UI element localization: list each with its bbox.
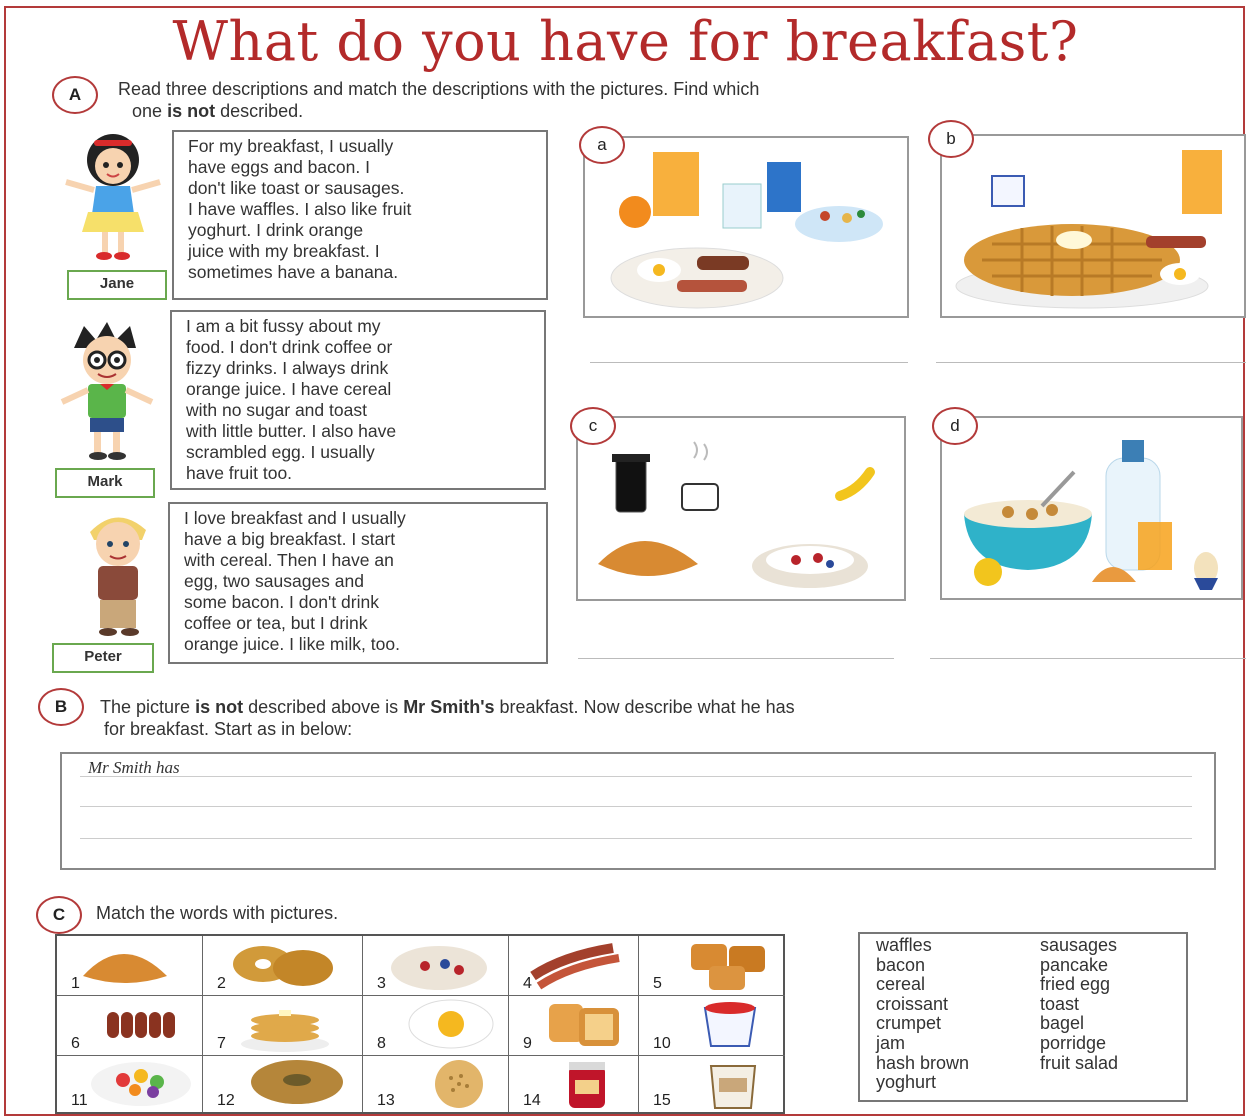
breakfast-picture-d: [940, 416, 1243, 600]
section-b-instruction: [100, 696, 795, 740]
b-bold1: is not: [195, 697, 244, 717]
mark-illustration: [52, 318, 162, 468]
description-mark: [170, 310, 546, 490]
desc-line: with cereal. Then I have an: [184, 550, 394, 570]
word-item: hash brown: [876, 1052, 970, 1073]
picture-number: 2: [217, 975, 226, 992]
desc-line: egg, two sausages and: [184, 571, 364, 591]
word-item: sausages: [1040, 935, 1118, 955]
jane-illustration: [58, 128, 168, 268]
word-item: pancake: [1040, 954, 1109, 975]
b-pre: The picture: [100, 697, 191, 717]
desc-line: with little butter. I also have: [186, 421, 397, 441]
peter-illustration: [62, 504, 172, 644]
desc-line: scrambled egg. I usually: [186, 442, 375, 462]
word-item: bagel: [1040, 1013, 1085, 1034]
answer-line-d: [930, 658, 1246, 659]
answer-line-a: [590, 362, 908, 363]
desc-line: fizzy drinks. I always drink: [186, 358, 389, 378]
desc-line: I am a bit fussy about my: [186, 316, 381, 336]
picture-number: 10: [653, 1035, 671, 1052]
word-item: fried egg: [1040, 974, 1111, 995]
word-item: fruit salad: [1040, 1052, 1119, 1073]
grid-cell-9: [509, 996, 639, 1056]
picture-number: 5: [653, 975, 662, 992]
picture-number: 6: [71, 1035, 80, 1052]
picture-label-c: c: [570, 407, 616, 445]
b-post: breakfast. Now describe what he has: [499, 697, 795, 717]
picture-number: 13: [377, 1092, 395, 1109]
picture-number: 12: [217, 1092, 235, 1109]
desc-line: coffee or tea, but I drink: [184, 613, 368, 633]
section-a-instruction: [118, 78, 759, 122]
name-box-peter: Peter: [52, 643, 154, 673]
grid-cell-4: [509, 936, 639, 996]
word-item: waffles: [876, 935, 932, 955]
picture-number: 3: [377, 975, 386, 992]
instruction-bold: is not: [167, 101, 216, 121]
answer-line-b: [936, 362, 1246, 363]
word-item: porridge: [1040, 1032, 1107, 1053]
grid-cell-11: [57, 1056, 203, 1112]
word-bank: [858, 932, 1188, 1102]
section-b-marker: B: [38, 688, 84, 726]
desc-line: food. I don't drink coffee or: [186, 337, 393, 357]
picture-number: 9: [523, 1035, 532, 1052]
picture-label-a: a: [579, 126, 625, 164]
section-a-instruction-line1: Read three descriptions and match the descriptions with the pictures. Find which: [118, 79, 760, 99]
picture-grid: [55, 934, 785, 1114]
name-box-jane: Jane: [67, 270, 167, 300]
desc-line: I love breakfast and I usually: [184, 508, 406, 528]
grid-cell-10: [639, 996, 785, 1056]
word-column-1: [876, 936, 969, 1093]
picture-number: 11: [71, 1092, 88, 1109]
picture-number: 14: [523, 1092, 541, 1109]
grid-cell-2: [203, 936, 363, 996]
grid-cell-7: [203, 996, 363, 1056]
grid-cell-12: [203, 1056, 363, 1112]
picture-number: 7: [217, 1035, 226, 1052]
description-peter: [168, 502, 548, 664]
picture-number: 15: [653, 1092, 671, 1109]
breakfast-picture-c: [576, 416, 906, 601]
grid-cell-15: [639, 1056, 785, 1112]
word-item: bacon: [876, 954, 926, 975]
picture-label-d: d: [932, 407, 978, 445]
grid-cell-3: [363, 936, 509, 996]
desc-line: yoghurt. I drink orange: [188, 220, 364, 240]
name-box-mark: Mark: [55, 468, 155, 498]
desc-line: juice with my breakfast. I: [188, 241, 380, 261]
instruction-pre: one: [132, 101, 163, 121]
picture-number: 4: [523, 975, 532, 992]
desc-line: orange juice. I like milk, too.: [184, 634, 400, 654]
section-b-instruction-line1: [100, 696, 795, 718]
section-a-marker: A: [52, 76, 98, 114]
breakfast-picture-b: [940, 134, 1246, 318]
answer-line-c: [578, 658, 894, 659]
picture-number: 1: [71, 975, 80, 992]
desc-line: I have waffles. I also like fruit: [188, 199, 412, 219]
writing-area[interactable]: [60, 752, 1216, 870]
writing-line: [80, 838, 1192, 839]
desc-line: orange juice. I have cereal: [186, 379, 392, 399]
description-jane: [172, 130, 548, 300]
instruction-post: described.: [220, 101, 304, 121]
word-item: yoghurt: [876, 1072, 937, 1093]
grid-cell-5: [639, 936, 785, 996]
word-item: toast: [1040, 993, 1080, 1014]
writing-start-text: Mr Smith has: [88, 758, 180, 777]
grid-cell-14: [509, 1056, 639, 1112]
writing-line: [80, 806, 1192, 807]
word-item: jam: [876, 1032, 906, 1053]
word-item: cereal: [876, 974, 926, 995]
desc-line: with no sugar and toast: [186, 400, 367, 420]
desc-line: have fruit too.: [186, 463, 293, 483]
desc-line: some bacon. I don't drink: [184, 592, 379, 612]
word-item: crumpet: [876, 1013, 942, 1034]
desc-line: have a big breakfast. I start: [184, 529, 396, 549]
section-c-instruction: Match the words with pictures.: [96, 903, 339, 923]
desc-line: For my breakfast, I usually: [188, 136, 394, 156]
grid-cell-6: [57, 996, 203, 1056]
picture-label-b: b: [928, 120, 974, 158]
section-c-marker: C: [36, 896, 82, 934]
picture-number: 8: [377, 1035, 386, 1052]
desc-line: sometimes have a banana.: [188, 262, 399, 282]
grid-cell-1: [57, 936, 203, 996]
section-b-instruction-line2: for breakfast. Start as in below:: [104, 719, 353, 739]
breakfast-picture-a: [583, 136, 909, 318]
b-mid: described above is: [248, 697, 399, 717]
word-column-2: [1040, 936, 1118, 1073]
b-bold2: Mr Smith's: [403, 697, 495, 717]
writing-line: [80, 776, 1192, 777]
page-title: What do you have for breakfast?: [172, 10, 1079, 73]
desc-line: don't like toast or sausages.: [188, 178, 405, 198]
word-item: croissant: [876, 993, 949, 1014]
grid-cell-8: [363, 996, 509, 1056]
desc-line: have eggs and bacon. I: [188, 157, 370, 177]
section-a-instruction-line2: [118, 100, 759, 122]
grid-cell-13: [363, 1056, 509, 1112]
